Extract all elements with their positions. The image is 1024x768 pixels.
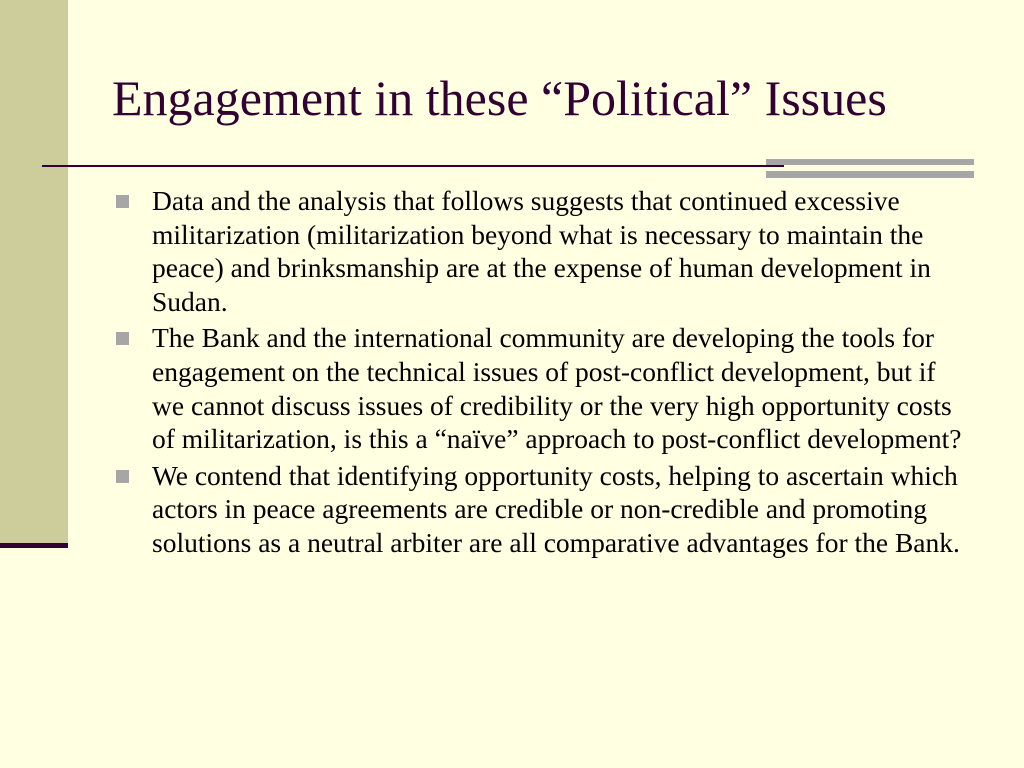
title-divider-accent-upper: [766, 159, 974, 165]
bullet-text: Data and the analysis that follows suggests that continued excessive militarization (militarization beyond what is necessary to maintain the peace) and brinksmanship are at the expense of human development in Sudan.: [152, 185, 931, 317]
bullet-list: [152, 184, 962, 563]
square-bullet-icon: [116, 332, 129, 345]
title-divider-accent-lower: [766, 171, 974, 178]
bullet-item: [152, 184, 962, 318]
slide-title: Engagement in these “Political” Issues: [112, 70, 887, 126]
bullet-item: [152, 321, 962, 455]
bullet-text: The Bank and the international community are developing the tools for engagement on the technical issues of post-conflict development, but if we cannot discuss issues of credibility or the very high opportunity costs of militarization, is this a “naïve” approach to post-conflict development?: [152, 322, 962, 455]
bullet-item: [152, 459, 962, 560]
left-accent-line: [0, 543, 68, 548]
square-bullet-icon: [116, 195, 129, 208]
title-divider: [42, 165, 784, 167]
square-bullet-icon: [116, 470, 129, 483]
left-accent-band: [0, 0, 68, 545]
bullet-text: We contend that identifying opportunity costs, helping to ascertain which actors in peace agreements are credible or non-credible and promoting solutions as a neutral arbiter are all comparative advantages for the Bank.: [152, 459, 960, 558]
